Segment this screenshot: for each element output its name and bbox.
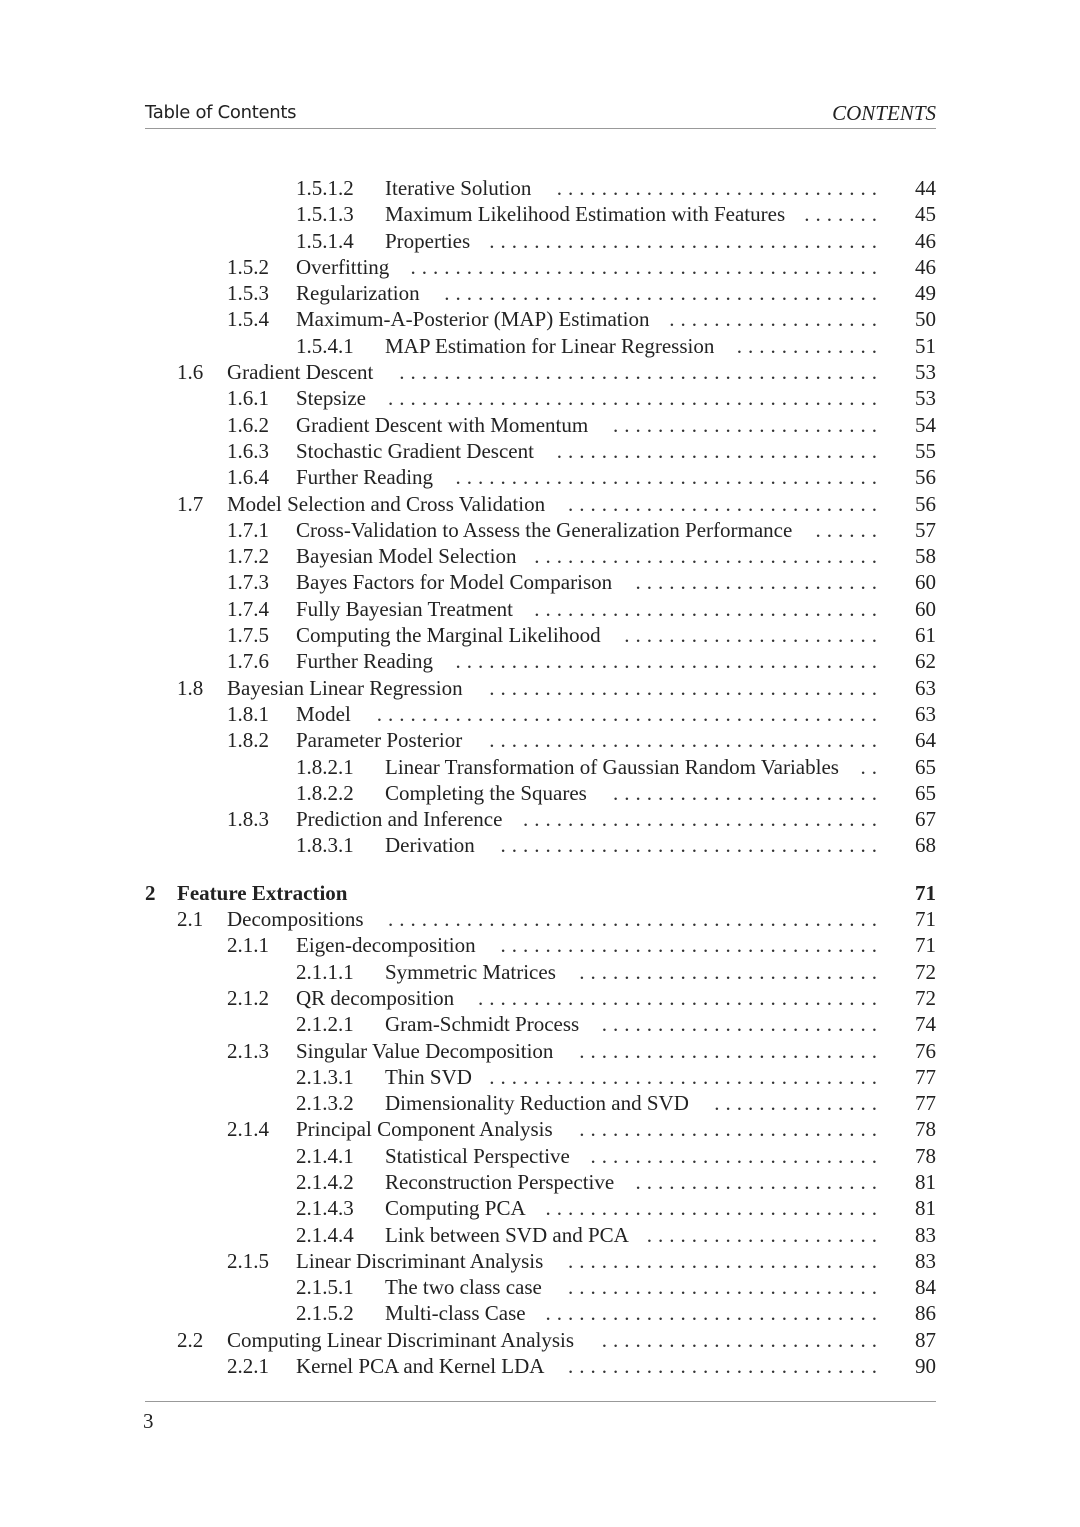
entry-page: 78 — [915, 1117, 936, 1142]
entry-number: 2.1.4.3 — [296, 1196, 354, 1221]
entry-title: Parameter Posterior — [296, 728, 463, 753]
entry-title: Model — [296, 701, 351, 726]
entry-title: Maximum Likelihood Estimation with Features — [385, 202, 786, 227]
dot-leader: .............................. — [545, 1301, 883, 1326]
entry-page: 62 — [915, 649, 936, 674]
dot-leader: ..................... — [646, 1222, 883, 1247]
entry-number: 1.8.2.1 — [296, 754, 354, 779]
entry-page: 53 — [915, 386, 936, 411]
entry-title: Prediction and Inference — [296, 807, 503, 832]
toc-entry[interactable] — [145, 1300, 936, 1326]
entry-title: Derivation — [385, 833, 475, 858]
entry-page: 58 — [915, 544, 936, 569]
dot-leader: ............................. — [556, 176, 883, 200]
entry-title: Decompositions — [227, 907, 364, 932]
entry-number: 2.1.4 — [227, 1117, 269, 1142]
toc-entry[interactable] — [145, 491, 936, 517]
toc-entry[interactable] — [145, 1116, 936, 1142]
entry-number: 2.1.3.1 — [296, 1064, 354, 1089]
toc-entry[interactable] — [145, 1064, 936, 1090]
entry-page: 55 — [915, 438, 936, 463]
dot-leader: ............................ — [568, 1275, 883, 1300]
entry-title: Iterative Solution — [385, 176, 532, 200]
running-header — [145, 100, 936, 129]
entry-title: Stochastic Gradient Descent — [296, 438, 534, 463]
entry-number: 1.5.3 — [227, 281, 269, 306]
entry-number: 2.1.2.1 — [296, 1012, 354, 1037]
entry-page: 60 — [915, 570, 936, 595]
entry-number: 1.6.4 — [227, 465, 269, 490]
entry-number: 1.5.2 — [227, 254, 269, 279]
toc-entry[interactable] — [145, 754, 936, 780]
entry-title: Linear Transformation of Gaussian Random Variables — [385, 754, 839, 779]
entry-number: 1.7.3 — [227, 570, 269, 595]
entry-number: 1.8.2.2 — [296, 780, 354, 805]
entry-number: 2.1.4.1 — [296, 1143, 354, 1168]
dot-leader: ........................ — [613, 780, 883, 805]
toc-entry[interactable] — [145, 1222, 936, 1248]
toc-entry[interactable] — [145, 438, 936, 464]
entry-number: 2.1 — [177, 907, 204, 932]
entry-page: 49 — [915, 281, 936, 306]
dot-leader: ....................................... — [444, 281, 883, 306]
entry-number: 1.5.1.2 — [296, 176, 354, 200]
dot-leader: .................................... — [478, 985, 883, 1010]
dot-leader: .............................. — [545, 1196, 883, 1221]
entry-page: 76 — [915, 1038, 936, 1063]
dot-leader: ............................ — [568, 491, 883, 516]
dot-leader: ................................... — [489, 728, 883, 753]
entry-page: 71 — [915, 907, 936, 932]
toc-entry[interactable] — [145, 648, 936, 674]
entry-title: Computing PCA — [385, 1196, 526, 1221]
entry-title: Symmetric Matrices — [385, 959, 556, 984]
entry-page: 77 — [915, 1091, 936, 1116]
dot-leader: ............................ — [568, 1354, 883, 1379]
entry-title: Cross-Validation to Assess the Generalization Performance — [296, 517, 793, 542]
entry-title: Completing the Squares — [385, 780, 587, 805]
dot-leader: ...................... — [635, 570, 883, 595]
entry-page: 84 — [915, 1275, 936, 1300]
entry-title: Computing the Marginal Likelihood — [296, 623, 601, 648]
entry-number: 2.1.2 — [227, 985, 269, 1010]
entry-number: 1.8.3.1 — [296, 833, 354, 858]
header-left: Table of Contents — [145, 102, 297, 123]
entry-page: 81 — [915, 1169, 936, 1194]
toc-entry[interactable] — [145, 201, 936, 227]
dot-leader: .......................... — [590, 1143, 883, 1168]
entry-page: 44 — [915, 176, 936, 200]
toc-entry[interactable] — [145, 985, 936, 1011]
toc-entry[interactable] — [145, 622, 936, 648]
entry-title: MAP Estimation for Linear Regression — [385, 333, 715, 358]
dot-leader: ...... — [815, 517, 883, 542]
entry-number: 1.5.4 — [227, 307, 269, 332]
entry-number: 2.1.5 — [227, 1248, 269, 1273]
entry-title: Link between SVD and PCA — [385, 1222, 629, 1247]
dot-leader: ........................... — [579, 1117, 883, 1142]
entry-number: 1.7.4 — [227, 596, 269, 621]
entry-page: 51 — [915, 333, 936, 358]
toc-entry[interactable] — [145, 1248, 936, 1274]
entry-page: 65 — [915, 754, 936, 779]
toc-entry[interactable] — [145, 280, 936, 306]
entry-page: 56 — [915, 491, 936, 516]
dot-leader: ...................... — [635, 1169, 883, 1194]
entry-number: 1.7.6 — [227, 649, 269, 674]
toc-entry[interactable] — [145, 333, 936, 359]
entry-title: Further Reading — [296, 465, 434, 490]
table-of-contents — [145, 175, 936, 1379]
entry-title: Overfitting — [296, 254, 390, 279]
entry-number: 2.1.4.2 — [296, 1169, 354, 1194]
entry-page: 64 — [915, 728, 936, 753]
entry-title: Gradient Descent with Momentum — [296, 412, 589, 437]
entry-number: 2.1.5.2 — [296, 1301, 354, 1326]
entry-page: 83 — [915, 1248, 936, 1273]
toc-entry[interactable] — [145, 701, 936, 727]
toc-entry[interactable] — [145, 1195, 936, 1221]
dot-leader: ......................... — [601, 1012, 883, 1037]
page-number: 3 — [143, 1409, 154, 1433]
entry-page: 54 — [915, 412, 936, 437]
entry-number: 1.7.1 — [227, 517, 269, 542]
toc-entry[interactable] — [145, 464, 936, 490]
toc-entry[interactable] — [145, 959, 936, 985]
dot-leader: ............................................. — [376, 701, 883, 726]
dot-leader: .......................................... — [410, 254, 883, 279]
entry-number: 1.6.1 — [227, 386, 269, 411]
entry-page: 87 — [915, 1327, 936, 1352]
toc-entry[interactable] — [145, 727, 936, 753]
dot-leader: ............. — [736, 333, 883, 358]
dot-leader: ............................... — [534, 596, 883, 621]
entry-page: 77 — [915, 1064, 936, 1089]
entry-page: 78 — [915, 1143, 936, 1168]
toc-entry[interactable] — [145, 228, 936, 254]
toc-entry[interactable] — [145, 596, 936, 622]
entry-title: Eigen-decomposition — [296, 933, 476, 958]
toc-entry[interactable] — [145, 806, 936, 832]
dot-leader: .. — [860, 754, 883, 779]
entry-title: Computing Linear Discriminant Analysis — [227, 1327, 575, 1352]
entry-page: 72 — [915, 959, 936, 984]
dot-leader: .................................. — [500, 933, 883, 958]
toc-entry[interactable] — [145, 1011, 936, 1037]
entry-number: 2.2 — [177, 1327, 204, 1352]
toc-entry[interactable] — [145, 780, 936, 806]
entry-title: Properties — [385, 228, 471, 253]
entry-page: 46 — [915, 254, 936, 279]
entry-title: Dimensionality Reduction and SVD — [385, 1091, 689, 1116]
entry-page: 57 — [915, 517, 936, 542]
entry-number: 2.2.1 — [227, 1354, 269, 1379]
footer-divider — [145, 1401, 936, 1402]
entry-title: Model Selection and Cross Validation — [227, 491, 546, 516]
entry-page: 71 — [915, 880, 936, 905]
entry-page: 63 — [915, 701, 936, 726]
toc-entry[interactable] — [145, 543, 936, 569]
entry-page: 81 — [915, 1196, 936, 1221]
entry-number: 1.8.3 — [227, 807, 269, 832]
toc-entry[interactable] — [145, 412, 936, 438]
toc-entry[interactable] — [145, 175, 936, 201]
toc-entry[interactable] — [145, 254, 936, 280]
entry-number: 2.1.4.4 — [296, 1222, 354, 1247]
entry-title: The two class case — [385, 1275, 542, 1300]
entry-title: Singular Value Decomposition — [296, 1038, 554, 1063]
entry-title: Further Reading — [296, 649, 434, 674]
toc-entry[interactable] — [145, 1090, 936, 1116]
dot-leader: ...................................... — [455, 465, 883, 490]
entry-number: 1.7.2 — [227, 544, 269, 569]
dot-leader: ............................. — [556, 438, 883, 463]
entry-number: 1.8 — [177, 675, 204, 700]
toc-entry[interactable] — [145, 932, 936, 958]
entry-title: Gradient Descent — [227, 360, 374, 385]
entry-page: 61 — [915, 623, 936, 648]
dot-leader: ...................................... — [455, 649, 883, 674]
dot-leader: ............... — [714, 1091, 883, 1116]
entry-title: Regularization — [296, 281, 420, 306]
entry-page: 46 — [915, 228, 936, 253]
toc-entry[interactable] — [145, 1038, 936, 1064]
dot-leader: ......................... — [601, 1327, 883, 1352]
dot-leader: ........................... — [579, 959, 883, 984]
entry-number: 1.6 — [177, 360, 204, 385]
dot-leader: ................................... — [489, 675, 883, 700]
dot-leader: ........................... — [579, 1038, 883, 1063]
dot-leader: ............................... — [534, 544, 883, 569]
entry-number: 2.1.5.1 — [296, 1275, 354, 1300]
toc-entry[interactable] — [145, 385, 936, 411]
entry-page: 90 — [915, 1354, 936, 1379]
entry-page: 65 — [915, 780, 936, 805]
dot-leader: ....................... — [624, 623, 883, 648]
entry-number: 1.5.1.3 — [296, 202, 354, 227]
dot-leader: ........................................... — [399, 360, 883, 385]
dot-leader: ........................ — [613, 412, 883, 437]
toc-entry[interactable] — [145, 1143, 936, 1169]
entry-title: Statistical Perspective — [385, 1143, 570, 1168]
toc-entry[interactable] — [145, 1169, 936, 1195]
entry-number: 2.1.1 — [227, 933, 269, 958]
entry-number: 2.1.1.1 — [296, 959, 354, 984]
entry-number: 1.8.1 — [227, 701, 269, 726]
entry-title: Bayes Factors for Model Comparison — [296, 570, 613, 595]
dot-leader: ............................................ — [388, 386, 883, 411]
entry-title: Stepsize — [296, 386, 366, 411]
entry-title: Gram-Schmidt Process — [385, 1012, 580, 1037]
toc-entry[interactable] — [145, 1353, 936, 1379]
entry-number: 1.7 — [177, 491, 204, 516]
dot-leader: ............................ — [568, 1248, 883, 1273]
entry-title: Principal Component Analysis — [296, 1117, 553, 1142]
dot-leader: ................................ — [523, 807, 883, 832]
entry-number: 1.5.1.4 — [296, 228, 354, 253]
header-right: CONTENTS — [832, 101, 936, 125]
toc-entry[interactable] — [145, 1327, 936, 1353]
toc-entry[interactable] — [145, 675, 936, 701]
entry-page: 67 — [915, 807, 936, 832]
toc-entry[interactable] — [145, 359, 936, 385]
entry-page: 56 — [915, 465, 936, 490]
entry-page: 83 — [915, 1222, 936, 1247]
entry-number: 1.6.3 — [227, 438, 269, 463]
entry-page: 45 — [915, 202, 936, 227]
entry-page: 53 — [915, 360, 936, 385]
entry-number: 1.5.4.1 — [296, 333, 354, 358]
entry-number: 2 — [145, 880, 156, 905]
entry-title: Maximum-A-Posterior (MAP) Estimation — [296, 307, 650, 332]
entry-title: Feature Extraction — [177, 880, 348, 905]
dot-leader: ................... — [669, 307, 883, 332]
toc-entry[interactable] — [145, 906, 936, 932]
entry-page: 71 — [915, 933, 936, 958]
dot-leader: .................................. — [500, 833, 883, 858]
toc-entry[interactable] — [145, 569, 936, 595]
entry-title: Multi-class Case — [385, 1301, 526, 1326]
dot-leader: ................................... — [489, 228, 883, 253]
dot-leader: ....... — [804, 202, 883, 227]
entry-page: 74 — [915, 1012, 936, 1037]
entry-page: 50 — [915, 307, 936, 332]
entry-title: Linear Discriminant Analysis — [296, 1248, 544, 1273]
dot-leader: ................................... — [489, 1064, 883, 1089]
entry-page: 86 — [915, 1301, 936, 1326]
entry-number: 1.7.5 — [227, 623, 269, 648]
entry-title: Bayesian Linear Regression — [227, 675, 463, 700]
toc-entry[interactable] — [145, 517, 936, 543]
entry-title: Kernel PCA and Kernel LDA — [296, 1354, 545, 1379]
entry-title: Thin SVD — [385, 1064, 472, 1089]
dot-leader: ............................................ — [388, 907, 883, 932]
entry-number: 1.6.2 — [227, 412, 269, 437]
entry-page: 60 — [915, 596, 936, 621]
entry-page: 63 — [915, 675, 936, 700]
entry-title: QR decomposition — [296, 985, 455, 1010]
entry-title: Reconstruction Perspective — [385, 1169, 615, 1194]
toc-entry[interactable] — [145, 880, 936, 906]
toc-entry[interactable] — [145, 1274, 936, 1300]
toc-entry[interactable] — [145, 306, 936, 332]
entry-title: Bayesian Model Selection — [296, 544, 517, 569]
entry-number: 2.1.3 — [227, 1038, 269, 1063]
entry-number: 1.8.2 — [227, 728, 269, 753]
toc-entry[interactable] — [145, 832, 936, 858]
entry-page: 68 — [915, 833, 936, 858]
entry-page: 72 — [915, 985, 936, 1010]
entry-title: Fully Bayesian Treatment — [296, 596, 513, 621]
entry-number: 2.1.3.2 — [296, 1091, 354, 1116]
